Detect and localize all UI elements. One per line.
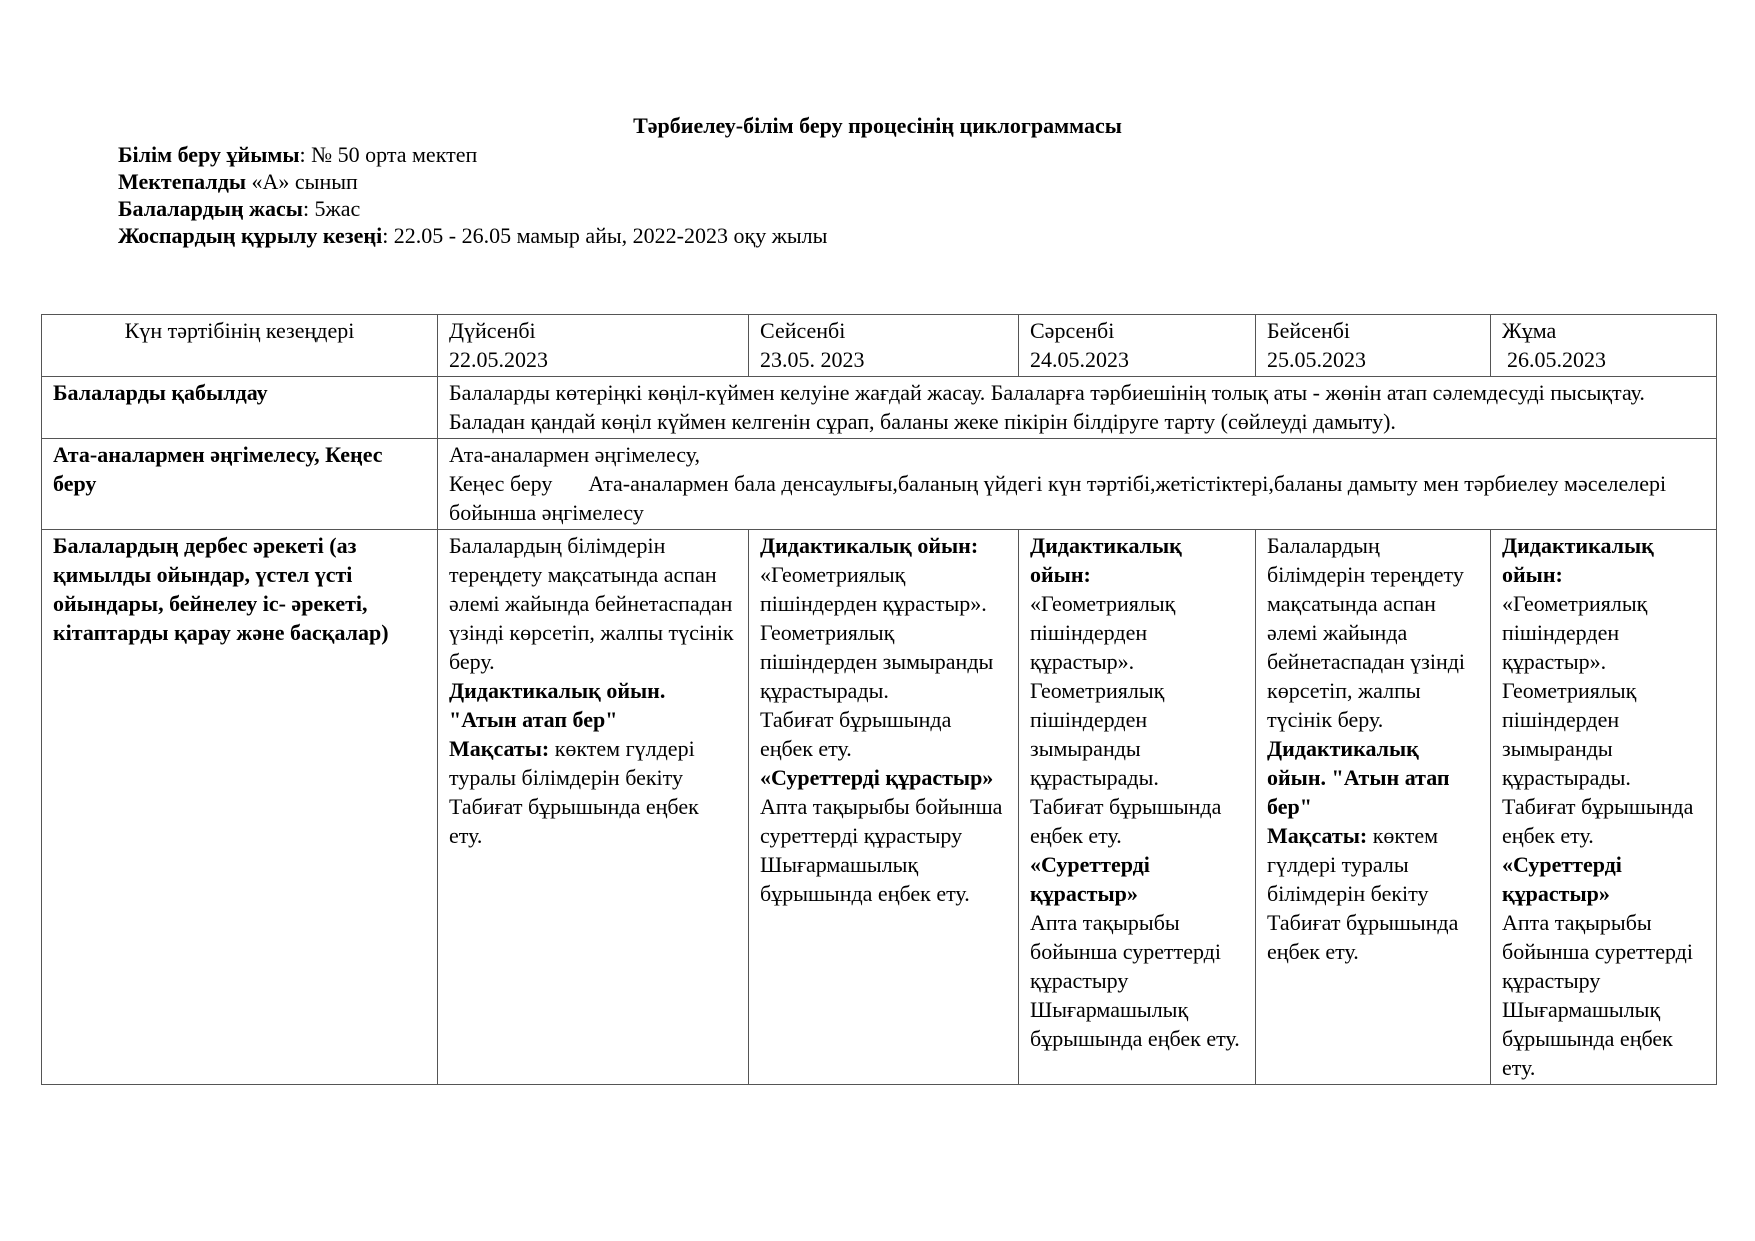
header-day-tuesday [749, 315, 1019, 377]
table-row-reception [42, 377, 1717, 439]
table-header-row [42, 315, 1717, 377]
tuesday-creative-corner: Шығармашылық бұрышында еңбек ету. [760, 852, 970, 906]
meta-group-value: «А» сынып [246, 169, 358, 194]
row-label-activity: Балалардың дербес әрекеті (аз қимылды ойындар, үстел үсті ойындары, бейнелеу іс- әрекеті, кітаптарды қарау және басқалар) [42, 530, 438, 1085]
parents-cell [438, 439, 1717, 530]
tuesday-pictures-title: «Суреттерді құрастыр» [760, 765, 994, 790]
monday-goal-text: көктем гүлдері туралы білімдерін бекіту [449, 736, 695, 790]
friday-pictures-text: Апта тақырыбы бойынша суреттерді құрастыру [1502, 910, 1693, 993]
header-day-thursday [1256, 315, 1491, 377]
table-row-parents [42, 439, 1717, 530]
meta-group [118, 168, 827, 195]
monday-game-title: Дидактикалық ойын. "Атын атап бер" [449, 678, 666, 732]
meta-group-label: Мектепалды [118, 169, 247, 194]
header-day-monday [438, 315, 749, 377]
tuesday-nature-corner: Табиғат бұрышында еңбек ету. [760, 707, 952, 761]
wednesday-pictures-title: «Суреттерді құрастыр» [1030, 852, 1150, 906]
header-day-friday [1491, 315, 1717, 377]
tuesday-game [760, 531, 1007, 705]
thursday-nature-corner: Табиғат бұрышында еңбек ету. [1267, 910, 1459, 964]
day-date: 23.05. 2023 [760, 347, 865, 372]
meta-period [118, 222, 827, 249]
meta-organization [118, 141, 827, 168]
meta-organization-label: Білім беру ұйымы [118, 142, 300, 167]
activity-thursday [1256, 530, 1491, 1085]
parents-line-1: Ата-аналармен әңгімелесу, [449, 442, 701, 467]
meta-age [118, 195, 827, 222]
thursday-intro: Балалардың білімдерін тереңдету мақсатында аспан әлемі жайында бейнетаспадан үзінді көрсетіп, жалпы түсінік беру. [1267, 533, 1466, 732]
monday-intro: Балалардың білімдерін тереңдету мақсатында аспан әлемі жайында бейнетаспадан үзінді көрсетіп, жалпы түсінік беру. [449, 533, 734, 674]
wednesday-game-label: Дидактикалық ойын: [1030, 533, 1182, 587]
day-name: Сейсенбі [760, 318, 846, 343]
friday-pictures-title: «Суреттерді құрастыр» [1502, 852, 1622, 906]
monday-goal [449, 734, 737, 792]
parents-consult-label: Кеңес беру [449, 471, 553, 496]
tuesday-pictures-text: Апта тақырыбы бойынша суреттерді құрастыру [760, 794, 1003, 848]
activity-wednesday [1019, 530, 1256, 1085]
parents-consult-text: Ата-аналармен бала денсаулығы,баланың үйдегі күн тәртібі,жетістіктері,баланы дамыту мен тәрбиелеу мәселелері бойынша әңгімелесу [449, 471, 1667, 525]
day-date: 22.05.2023 [449, 347, 548, 372]
activity-tuesday [749, 530, 1019, 1085]
row-label-parents: Ата-аналармен әңгімелесу, Кеңес беру [42, 439, 438, 530]
friday-game-text: «Геометриялық пішіндерден құрастыр». Геометриялық пішіндерден зымыранды құрастырады. [1502, 591, 1648, 790]
wednesday-creative-corner: Шығармашылық бұрышында еңбек ету. [1030, 997, 1240, 1051]
thursday-goal [1267, 821, 1479, 908]
monday-nature-corner: Табиғат бұрышында еңбек ету. [449, 794, 699, 848]
document-title: Тәрбиелеу-білім беру процесінің циклограммасы [633, 113, 1122, 138]
monday-goal-label: Мақсаты: [449, 736, 550, 761]
row-label-reception: Балаларды қабылдау [42, 377, 438, 439]
meta-age-value: : 5жас [302, 196, 361, 221]
thursday-goal-text: көктем гүлдері туралы білімдерін бекіту [1267, 823, 1439, 906]
meta-period-value: : 22.05 - 26.05 мамыр айы, 2022-2023 оқу жылы [382, 223, 828, 248]
day-name: Дүйсенбі [449, 318, 536, 343]
day-name: Сәрсенбі [1030, 318, 1115, 343]
schedule-table [41, 314, 1717, 1085]
activity-monday [438, 530, 749, 1085]
meta-organization-value: : № 50 орта мектеп [299, 142, 478, 167]
day-date: 25.05.2023 [1267, 347, 1366, 372]
meta-period-label: Жоспардың құрылу кезеңі [118, 223, 383, 248]
day-date: 24.05.2023 [1030, 347, 1129, 372]
day-name: Бейсенбі [1267, 318, 1351, 343]
wednesday-pictures-text: Апта тақырыбы бойынша суреттерді құрастыру [1030, 910, 1221, 993]
header-regime-stages: Күн тәртібінің кезеңдері [42, 315, 438, 377]
day-name: Жұма [1502, 318, 1557, 343]
friday-nature-corner: Табиғат бұрышында еңбек ету. [1502, 794, 1694, 848]
document-meta [118, 141, 827, 249]
table-row-activity [42, 530, 1717, 1085]
friday-creative-corner: Шығармашылық бұрышында еңбек ету. [1502, 997, 1673, 1080]
thursday-goal-label: Мақсаты: [1267, 823, 1368, 848]
tuesday-game-text: «Геометриялық пішіндерден құрастыр». Геометриялық пішіндерден зымыранды құрастырады. [760, 562, 994, 703]
friday-game-label: Дидактикалық ойын: [1502, 533, 1654, 587]
activity-friday [1491, 530, 1717, 1085]
parents-line-2 [449, 469, 1705, 527]
reception-text: Балаларды көтеріңкі көңіл-күймен келуіне жағдай жасау. Балаларға тәрбиешінің толық аты - жөнін атап сәлемдесуді пысықтау. Баладан қандай көңіл күймен келгенін сұрап, баланы жеке пікірін білдіруге тарту (сөйлеуді дамыту). [438, 377, 1717, 439]
header-day-wednesday [1019, 315, 1256, 377]
day-date: 26.05.2023 [1507, 347, 1606, 372]
tuesday-game-label: Дидактикалық ойын: [760, 533, 979, 558]
meta-age-label: Балалардың жасы [118, 196, 303, 221]
wednesday-nature-corner: Табиғат бұрышында еңбек ету. [1030, 794, 1222, 848]
thursday-game-title: Дидактикалық ойын. "Атын атап бер" [1267, 736, 1450, 819]
wednesday-game-text: «Геометриялық пішіндерден құрастыр». Геометриялық пішіндерден зымыранды құрастырады. [1030, 591, 1176, 790]
